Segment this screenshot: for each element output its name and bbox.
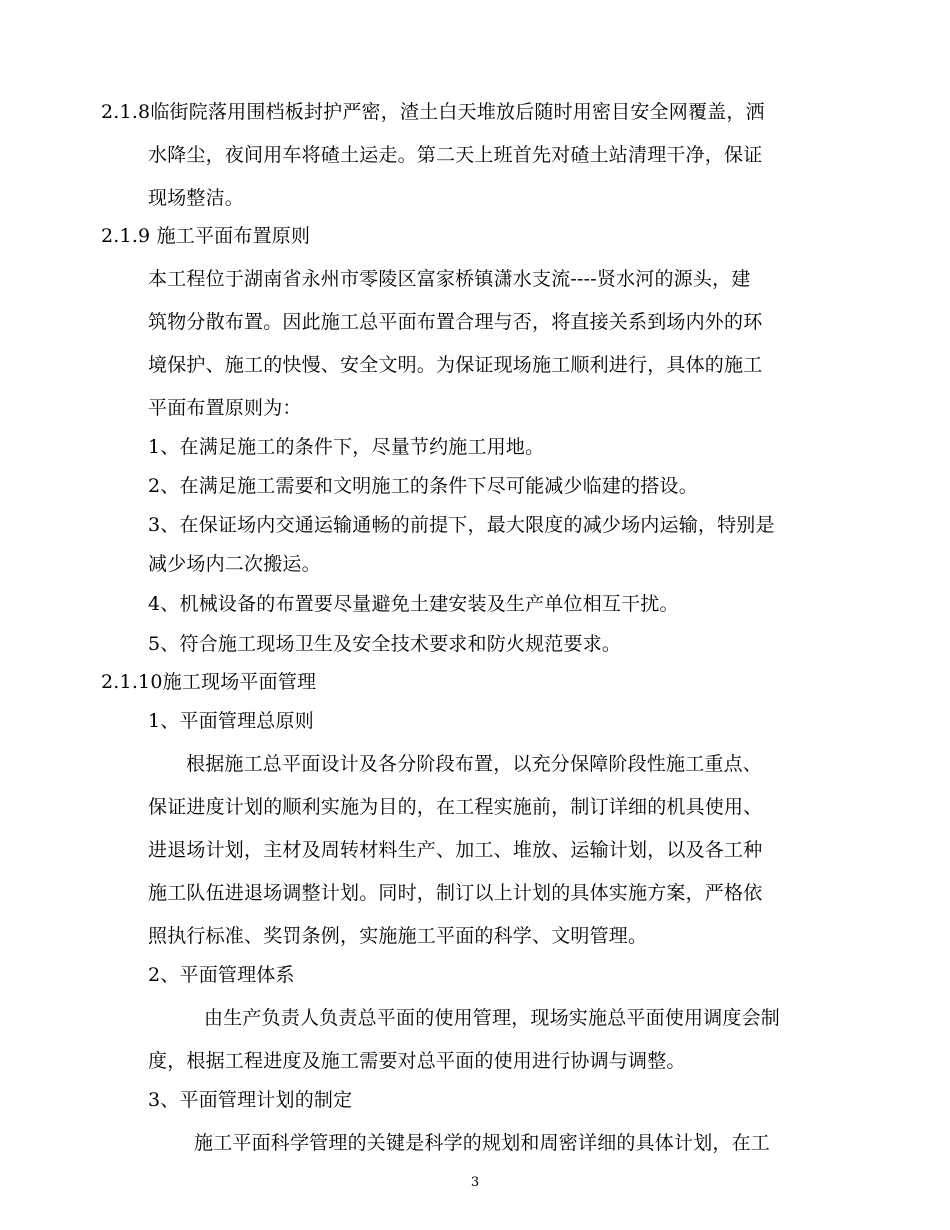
- subheading-1-text: 1、平面管理总原则: [148, 710, 314, 732]
- text-line-1: [101, 100, 860, 124]
- list-item-3-text: 3、在保证场内交通运输通畅的前提下，最大限度的减少场内运输，特别是: [148, 514, 775, 536]
- text-line-17: [186, 752, 762, 776]
- text-line-2: [148, 143, 860, 167]
- subheading-2: [148, 963, 295, 987]
- text-line-7: [148, 353, 762, 377]
- text-line-23-content: 由生产负责人负责总平面的使用管理，现场实施总平面使用调度会制: [204, 1007, 781, 1029]
- list-item-3-continued-text: 减少场内二次搬运。: [148, 553, 321, 575]
- text-line-8-content: 平面布置原则为：: [148, 397, 302, 419]
- text-line-19: [148, 838, 762, 862]
- subheading-3-text: 3、平面管理计划的制定: [148, 1089, 353, 1111]
- list-item-2-text: 2、在满足施工需要和文明施工的条件下尽可能减少临建的搭设。: [148, 475, 698, 497]
- section-heading-2-1-10-text: 2.1.10施工现场平面管理: [101, 671, 317, 693]
- list-item-1: [148, 435, 544, 459]
- list-item-3: [148, 513, 775, 537]
- text-line-2-content: 水降尘，夜间用车将碴土运走。第二天上班首先对碴土站清理干净，保证: [148, 144, 763, 166]
- text-line-1-content: 2.1.8临街院落用围档板封护严密，渣土白天堆放后随时用密目安全网覆盖，洒: [101, 101, 765, 123]
- text-line-24-content: 度，根据工程进度及施工需要对总平面的使用进行协调与调整。: [148, 1050, 686, 1072]
- text-line-21-content: 照执行标准、奖罚条例，实施施工平面的科学、文明管理。: [148, 925, 648, 947]
- subheading-2-text: 2、平面管理体系: [148, 964, 295, 986]
- text-line-20-content: 施工队伍进退场调整计划。同时，制订以上计划的具体实施方案，严格依: [148, 882, 763, 904]
- text-line-6: [148, 310, 762, 334]
- list-item-2: [148, 474, 698, 498]
- text-line-24: [148, 1049, 686, 1073]
- text-line-5-content: 本工程位于湖南省永州市零陵区富家桥镇潇水支流----贤水河的源头，建: [148, 268, 751, 290]
- text-line-19-content: 进退场计划，主材及周转材料生产、加工、堆放、运输计划，以及各工种: [148, 839, 763, 861]
- list-item-1-text: 1、在满足施工的条件下，尽量节约施工用地。: [148, 436, 545, 458]
- list-item-3-continued: [148, 552, 321, 576]
- text-line-23: [204, 1006, 780, 1030]
- section-heading-2-1-10: [101, 670, 316, 694]
- text-line-20: [148, 881, 762, 905]
- section-heading-2-1-9-text: 2.1.9 施工平面布置原则: [101, 225, 311, 247]
- list-item-4-text: 4、机械设备的布置要尽量避免土建安装及生产单位相互干扰。: [148, 593, 679, 615]
- text-line-8: [148, 396, 302, 420]
- text-line-21: [148, 924, 647, 948]
- list-item-5: [148, 632, 621, 656]
- subheading-3: [148, 1088, 352, 1112]
- subheading-1: [148, 709, 314, 733]
- section-heading-2-1-9: [101, 224, 310, 248]
- text-line-26: [194, 1131, 770, 1155]
- list-item-5-text: 5、符合施工现场卫生及安全技术要求和防火规范要求。: [148, 633, 622, 655]
- text-line-5: [148, 267, 750, 291]
- text-line-7-content: 境保护、施工的快慢、安全文明。为保证现场施工顺利进行，具体的施工: [148, 354, 763, 376]
- page-number: 3: [470, 1175, 480, 1190]
- list-item-4: [148, 592, 679, 616]
- text-line-3: [148, 186, 244, 210]
- text-line-6-content: 筑物分散布置。因此施工总平面布置合理与否，将直接关系到场内外的环: [148, 311, 763, 333]
- text-line-18-content: 保证进度计划的顺利实施为目的，在工程实施前，制订详细的机具使用、: [148, 796, 763, 818]
- text-line-3-content: 现场整洁。: [148, 187, 245, 209]
- text-line-18: [148, 795, 762, 819]
- text-line-26-content: 施工平面科学管理的关键是科学的规划和周密详细的具体计划，在工: [194, 1132, 771, 1154]
- text-line-17-content: 根据施工总平面设计及各分阶段布置，以充分保障阶段性施工重点、: [186, 753, 763, 775]
